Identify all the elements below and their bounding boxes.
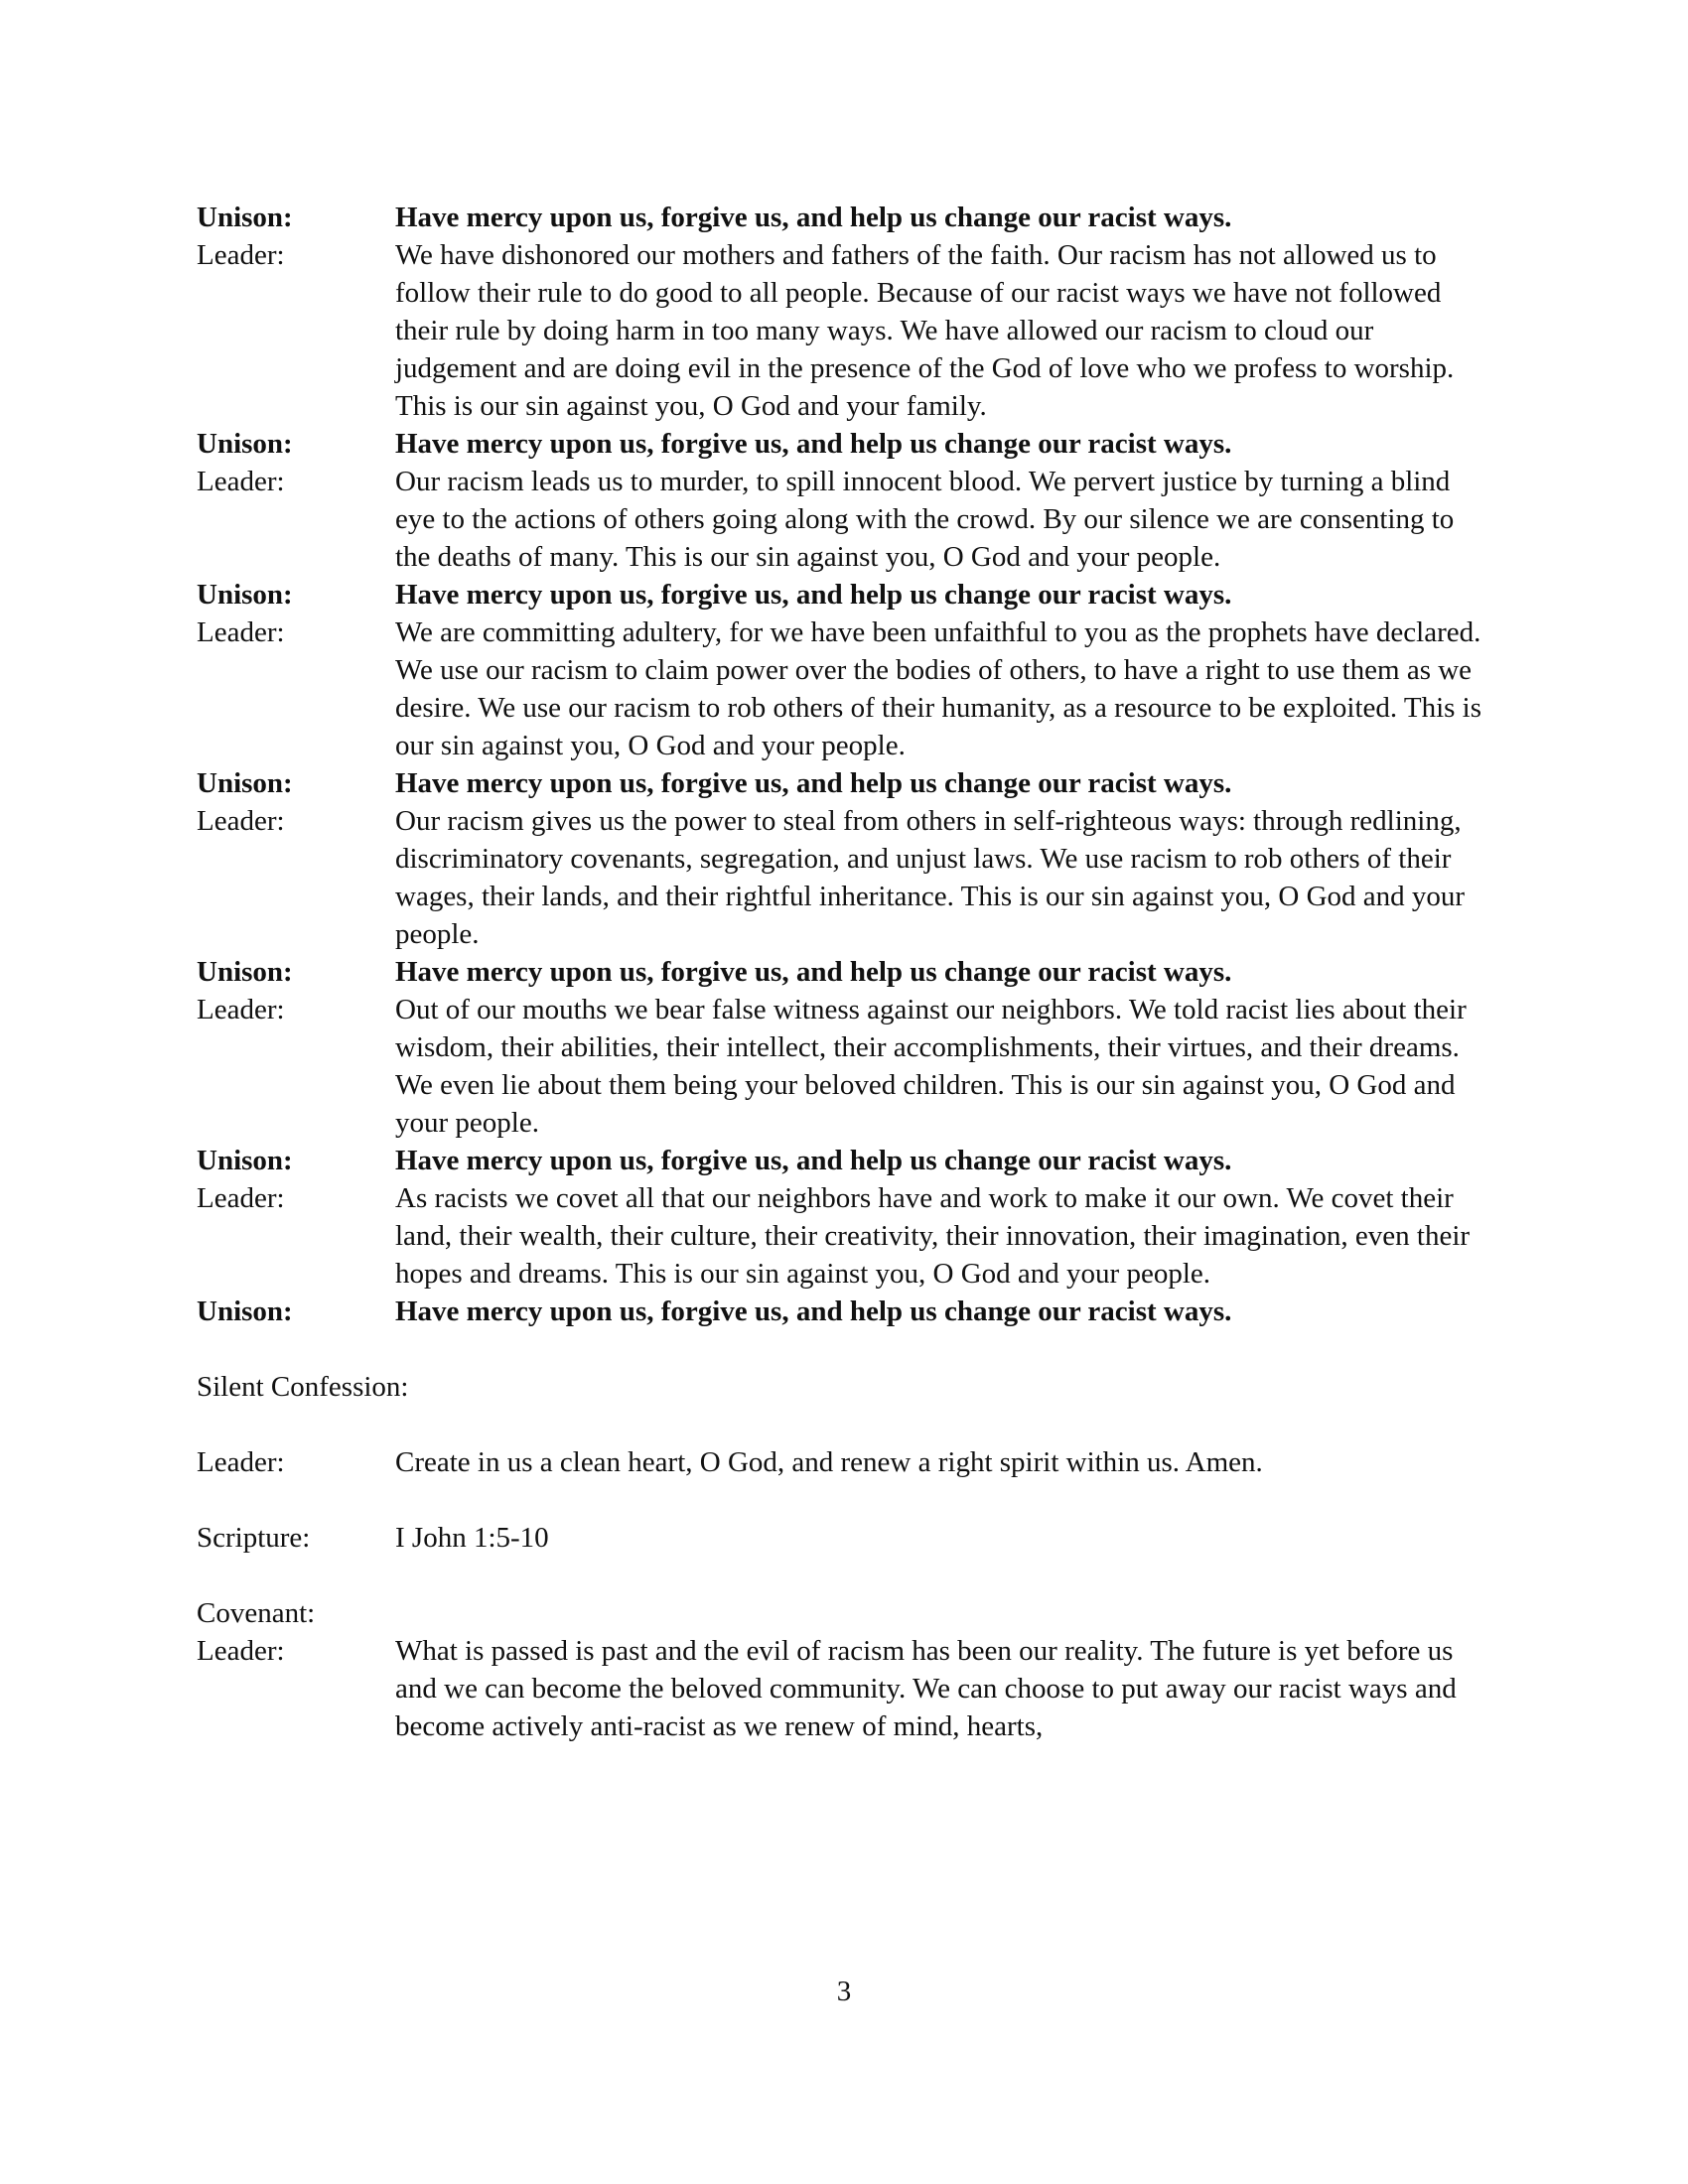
unison-response bbox=[197, 1293, 1487, 1330]
unison-response bbox=[197, 425, 1487, 463]
speaker-text: Have mercy upon us, forgive us, and help us change our racist ways. bbox=[395, 956, 1232, 988]
speaker-label: Unison: bbox=[197, 202, 293, 233]
covenant-heading: Covenant: bbox=[197, 1597, 316, 1629]
leader-line bbox=[197, 991, 1487, 1142]
leader-line bbox=[197, 614, 1487, 764]
scripture-text: I John 1:5-10 bbox=[395, 1522, 549, 1554]
page-number: 3 bbox=[836, 1976, 852, 2007]
scripture-label: Scripture: bbox=[197, 1522, 311, 1554]
speaker-label: Unison: bbox=[197, 579, 293, 611]
speaker-label: Leader: bbox=[197, 994, 285, 1025]
speaker-text: Have mercy upon us, forgive us, and help us change our racist ways. bbox=[395, 428, 1232, 460]
speaker-text: Have mercy upon us, forgive us, and help us change our racist ways. bbox=[395, 202, 1232, 233]
speaker-label: Leader: bbox=[197, 1446, 285, 1478]
unison-response bbox=[197, 199, 1487, 236]
speaker-text: Have mercy upon us, forgive us, and help us change our racist ways. bbox=[395, 767, 1232, 799]
spacer bbox=[197, 1557, 1487, 1594]
speaker-label: Unison: bbox=[197, 1145, 293, 1176]
leader-line bbox=[197, 1179, 1487, 1293]
speaker-label: Leader: bbox=[197, 1635, 285, 1667]
leader-prayer bbox=[197, 1443, 1487, 1481]
speaker-label: Unison: bbox=[197, 1296, 293, 1327]
document-page bbox=[197, 199, 1487, 1745]
speaker-text: Out of our mouths we bear false witness against our neighbors. We told racist lies about their wisdom, their abilities, their intellect, their accomplishments, their virtues, and their dreams. We even lie about them being your beloved children. This is our sin against you, O God and your people. bbox=[395, 994, 1467, 1139]
litany bbox=[197, 199, 1487, 1330]
leader-line bbox=[197, 802, 1487, 953]
covenant-leader bbox=[197, 1632, 1487, 1745]
speaker-text: We have dishonored our mothers and fathers of the faith. Our racism has not allowed us to follow their rule to do good to all people. Because of our racist ways we have not followed their rule by doing harm in too many ways. We have allowed our racism to cloud our judgement and are doing evil in the presence of the God of love who we profess to worship. This is our sin against you, O God and your family. bbox=[395, 239, 1455, 422]
leader-line bbox=[197, 236, 1487, 425]
speaker-text: Our racism leads us to murder, to spill innocent blood. We pervert justice by turning a blind eye to the actions of others going along with the crowd. By our silence we are consenting to the deaths of many. This is our sin against you, O God and your people. bbox=[395, 466, 1455, 573]
leader-line bbox=[197, 463, 1487, 576]
speaker-label: Leader: bbox=[197, 805, 285, 837]
spacer bbox=[197, 1481, 1487, 1519]
speaker-text: What is passed is past and the evil of racism has been our reality. The future is yet before us and we can become the beloved community. We can choose to put away our racist ways and become actively anti-racist as we renew of mind, hearts, bbox=[395, 1635, 1457, 1742]
unison-response bbox=[197, 1142, 1487, 1179]
speaker-label: Unison: bbox=[197, 428, 293, 460]
speaker-label: Unison: bbox=[197, 767, 293, 799]
silent-confession-heading: Silent Confession: bbox=[197, 1371, 409, 1403]
unison-response bbox=[197, 576, 1487, 614]
scripture-reference bbox=[197, 1519, 1487, 1557]
speaker-label: Leader: bbox=[197, 466, 285, 497]
spacer bbox=[197, 1330, 1487, 1368]
speaker-text: We are committing adultery, for we have been unfaithful to you as the prophets have declared. We use our racism to claim power over the bodies of others, to have a right to use them as we desire. We use our racism to rob others of their humanity, as a resource to be exploited. This is our sin against you, O God and your people. bbox=[395, 616, 1482, 761]
speaker-text: Have mercy upon us, forgive us, and help us change our racist ways. bbox=[395, 579, 1232, 611]
speaker-label: Leader: bbox=[197, 239, 285, 271]
speaker-text: Our racism gives us the power to steal from others in self-righteous ways: through redlining, discriminatory covenants, segregation, and unjust laws. We use racism to rob others of their wages, their lands, and their rightful inheritance. This is our sin against you, O God and your people. bbox=[395, 805, 1466, 950]
unison-response bbox=[197, 953, 1487, 991]
unison-response bbox=[197, 764, 1487, 802]
speaker-text: Have mercy upon us, forgive us, and help us change our racist ways. bbox=[395, 1296, 1232, 1327]
spacer bbox=[197, 1406, 1487, 1443]
speaker-text: Create in us a clean heart, O God, and renew a right spirit within us. Amen. bbox=[395, 1446, 1263, 1478]
speaker-text: Have mercy upon us, forgive us, and help us change our racist ways. bbox=[395, 1145, 1232, 1176]
speaker-label: Unison: bbox=[197, 956, 293, 988]
speaker-label: Leader: bbox=[197, 1182, 285, 1214]
speaker-text: As racists we covet all that our neighbors have and work to make it our own. We covet their land, their wealth, their culture, their creativity, their innovation, their imagination, even their hopes and dreams. This is our sin against you, O God and your people. bbox=[395, 1182, 1471, 1290]
speaker-label: Leader: bbox=[197, 616, 285, 648]
